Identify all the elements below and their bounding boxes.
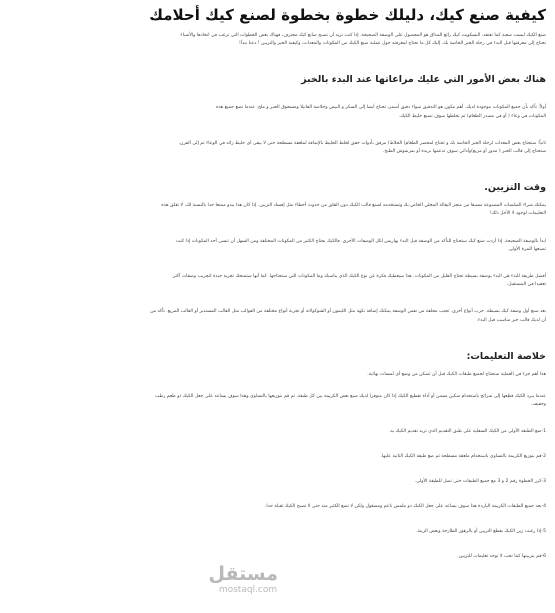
- section-heading: وقت التزيين.: [484, 182, 546, 194]
- paragraph-line: هذا أهم جزء في العملية ستحتاج لجميع طبقات الكيك قبل أن تتمكن من وضع أي لمسات نهائية.: [367, 371, 546, 377]
- intro-line: تحتاج إلى معرفتها قبل البدء في رحلة الخبز الخاصة بك. إليك كل ما تحتاج لمعرفته حول عملية صنع الكيك من المكونات والمعدات، وكيفية الخبز والتزيين ! دعنا نبدأ!: [239, 41, 546, 47]
- article: [8, 0, 546, 578]
- paragraph-line: أفضل طريقة للبدء هي البدء بوصفة بسيطة تحتاج القليل من المكونات. هذا سيعطيك فكرة عن نوع الكيك الذي يناسبك وما المكونات التي ستحتاجها. كما أنها ستمنحك تجربة جيدة لتجريب وصفات أكثر: [173, 274, 546, 280]
- paragraph-line: تصنعها للمرة الأولى.: [507, 246, 546, 252]
- steps-list: [8, 428, 546, 578]
- watermark-arabic: مستقل: [208, 563, 278, 585]
- list-item: 5-إذا رغبت زين الكيك بقطع التزيين أو بالزهور الطازجة وبعض الزينة.: [416, 529, 546, 535]
- list-item: 3-كرر الخطوة رقم 2 و 3 مع جميع الطبقات حتى تصل للطبقة الأولى.: [414, 479, 546, 485]
- paragraph: [8, 393, 546, 409]
- mostaql-watermark: [208, 563, 278, 595]
- paragraph: [8, 371, 546, 379]
- paragraph: [8, 202, 546, 218]
- paragraph-line: تعقيدا في المستقبل.: [506, 282, 546, 288]
- paragraph: [8, 238, 546, 254]
- paragraph-line: يمكنك شراء الصلصات المصنوعة مسبقا من متجر البقالة المحلي الخاص بك وتستخدمه لصنع قالب الكيك دون القلق من حدوث أخطاء مثل إفساد التزيين. إذا كان هذا يبدو ممتعا جدا بالنسبة لك، لا تقلق هذه: [161, 203, 546, 209]
- paragraph-line: بعد صنع أول وصفة كيك بسيطة. جرب أنواع أخرى. تجنب مخلفة من نفس الوصفة يمكنك إضافة نكهة مثل الليمون أو الشوكولاتة أو تجربة أنواع مختلفة من القوالب مثل القالب المستدير أو القالب المربع. تأكد من: [150, 309, 546, 315]
- paragraph: [8, 140, 546, 156]
- list-item: 4-بعد جميع الطبقات الكريمة الباردة هذا سوف يساعد على جعل الكيك ذو ملمس ناعم ومصقول ولكن لا تضع الكثير منه حتى لا تصبح الكيك ثقيلة جدا.: [264, 504, 546, 510]
- paragraph-line: المكونات في وعاء ( أو في مصدر الطعام) ثم تخلطها سوف تصنع خليط الكيك.: [398, 113, 546, 119]
- paragraph: [8, 273, 546, 289]
- list-item: 6-قم بتزيينها كما تحب لا توجد تعليمات للتزيين.: [457, 554, 546, 560]
- paragraph-line: أولاً: تأكد بأن جميع المكونات موجودة لديك. أهم مكون هو التدقيق سواء دقيق أسمر، تحتاج أيضا إلى السكر و البيض وخلاصة الفانيلا ومسحوق الخبز و ملح. عندما تضع جميع هذه: [215, 105, 546, 111]
- article-title: كيفية صنع كيك، دليلك خطوة بخطوة لصنع كيك أحلامك: [149, 6, 546, 24]
- intro-paragraph: [8, 32, 546, 48]
- section-heading: هناك بعض الأمور التي عليك مراعاتها عند البدء بالخبز: [301, 74, 546, 86]
- list-item: 1-ضع الطبقة الأولى من الكيك السفلية على طبق التقديم الذي تريد تقديم الكيك به.: [388, 429, 546, 435]
- paragraph: [8, 104, 546, 120]
- paragraph-line: ابدأ بالوصفة الصحيحة. إذا أردت صنع كيك ستحتاج للتأكد من الوصفة قبل البدء بهاريس لكل الوصفات الأخرى. فالكيك يحتاج الكثير من المكونات المختلفة ومن السهل أن تنسى أحد المكونات إذا كنت: [176, 238, 546, 244]
- paragraph-line: أن لديك قالب خبز مناسب قبل البدء.: [476, 317, 546, 323]
- paragraph-line: عندما يبرد الكيك قطعها إلى شرائح باستخدام سكين مسنن أو أداة تقطيع الكيك إذا كان متوفرا لديك صنع بعض الكريمة بين كل طبقة. ثم قم بتوزيعها بالتساوي وهذا سوف يساعد على جعل الكيك ذو طعم رطب: [154, 394, 546, 400]
- paragraph-line: التعليمات لوجود لا الأخل ذلك!: [489, 211, 546, 217]
- paragraph: [8, 308, 546, 324]
- paragraph-line: وخفيف.: [531, 402, 546, 408]
- paragraph-line: ستحتاج إلى قالب الخبز ( مدور أو مربع)وأداتي سوف تدعمها بزبدة أو بمرشوش الطبخ.: [382, 149, 546, 155]
- intro-line: صنع الكيك ليست صعبة كما تعتقد، البسكويت كيك رائع المذاق هو المحصول على الوصفة الصحيحة. إذا كنت تريد أن تصبح صانع كيك محترف، فهناك بعض الخطوات التي ترغب في اتخاذها والأشياء: [180, 33, 546, 38]
- watermark-latin: mostaql.com: [218, 585, 278, 595]
- section-heading: خلاصة التعليمات:: [466, 350, 546, 362]
- paragraph-line: ثانياً: ستحتاج بعض المعدات لرحلة الخبز الخاصة بك و تحتاج لمحضر الطعام( الخلاط) مرفق بأدوات خفق لخلط الخليط بالإضافة لملعقة مسطحة حتى لا يبقى أي خليط زائد في الوعاء ثم إلى الفرن.: [178, 140, 546, 146]
- list-item: 2-قم بتوزيع الكريمة بالتساوي باستخدام ملعقة مسطحة ثم ضع طبقة الكيك الثانية عليها.: [380, 454, 546, 460]
